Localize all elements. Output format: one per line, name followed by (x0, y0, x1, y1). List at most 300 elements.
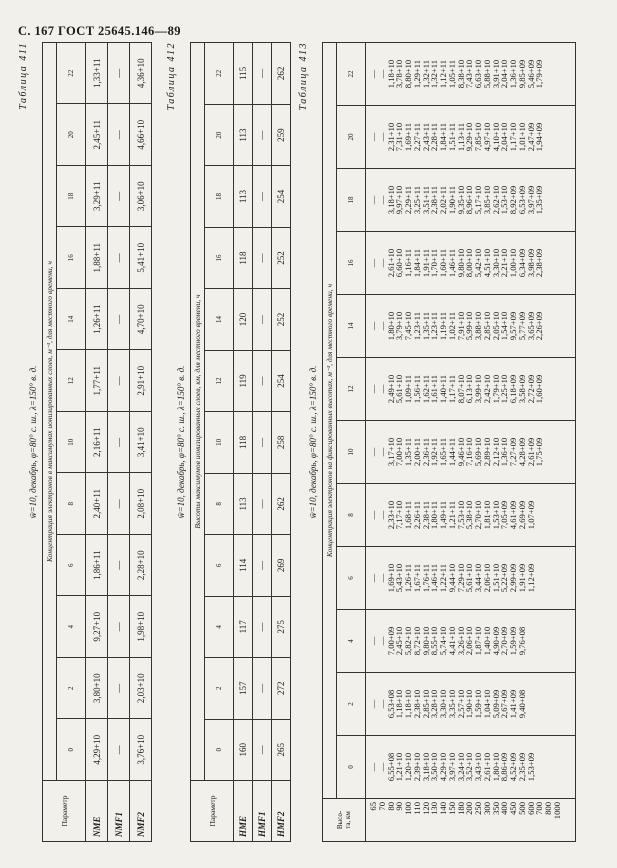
data-cell: 1,92+11 (429, 437, 440, 467)
data-cell: 3,78+10 (394, 59, 405, 89)
data-cell: — (368, 321, 378, 331)
table-subtitle: w̄=10, декабрь, φ=80° с. ш., λ=150° в. д. (308, 365, 318, 519)
data-cell: 3,17+10 (385, 437, 396, 467)
data-cell: 4,10+10 (490, 122, 501, 152)
data-cell: 1,40+10 (481, 626, 492, 656)
data-cell: 272 (272, 658, 291, 719)
data-cell: 1,77+11 (86, 350, 108, 412)
data-cell: 4,97+10 (481, 122, 492, 152)
table-body-row (366, 43, 576, 842)
data-cell: 9,80+10 (455, 248, 466, 278)
data-cell: 3,41+10 (130, 412, 152, 474)
table-413-block (298, 42, 593, 842)
data-cell: 1,86+11 (86, 535, 108, 597)
height-value: 800 (543, 802, 553, 815)
data-cell: 6,60+10 (394, 248, 405, 278)
height-value: 180 (455, 802, 466, 815)
data-cell: — (376, 132, 387, 142)
data-cell: 2,43+11 (420, 122, 431, 152)
data-cell: 1,87+10 (473, 626, 483, 656)
height-value: 120 (420, 802, 431, 815)
data-cell: — (253, 227, 272, 288)
data-cell: — (108, 719, 130, 781)
data-cell: 3,85+10 (481, 185, 492, 215)
height-header: Высо- та, км (323, 799, 366, 842)
data-cell: 4,70+10 (130, 289, 152, 351)
data-cell: 5,22+09 (499, 563, 510, 593)
data-cell: 2,38+10 (411, 689, 422, 719)
data-cell: 262 (272, 473, 291, 534)
data-cell: 1,25+10 (499, 374, 510, 404)
hour-header: 18 (57, 166, 86, 228)
table-412-block (166, 42, 296, 842)
hour-header: 0 (337, 736, 366, 799)
data-cell: 3,97+09 (525, 185, 536, 215)
data-cell: 4,61+09 (508, 500, 518, 530)
data-cell: 1,00+10 (508, 248, 518, 278)
data-cell: 3,88+10 (473, 311, 483, 341)
data-cell: 2,85+10 (481, 311, 492, 341)
hour-header: 8 (205, 473, 234, 534)
data-cell: 2,99+09 (508, 563, 518, 593)
data-cell: 3,24+10 (455, 752, 466, 782)
table-row (253, 43, 272, 842)
data-cell: 1,36+10 (499, 437, 510, 467)
data-cell: 2,08+10 (130, 473, 152, 535)
data-cell: 9,40+08 (516, 689, 527, 719)
data-cell: 6,63+10 (473, 59, 483, 89)
table-label: Таблица 411 (18, 42, 29, 110)
data-cell: 1,53+10 (499, 185, 510, 215)
hour-header-row (205, 43, 234, 842)
hour-header: 16 (57, 227, 86, 289)
data-cell: 3,18+10 (420, 752, 431, 782)
data-cell: 1,18+10 (385, 59, 396, 89)
data-cell: 1,98+10 (130, 596, 152, 658)
data-cell: 4,51+10 (481, 248, 492, 278)
data-cell: 2,38+11 (420, 500, 431, 530)
data-cell: 2,33+10 (385, 500, 396, 530)
data-cell: 4,29+10 (86, 719, 108, 781)
data-cell: 262 (272, 43, 291, 105)
data-cell: 265 (272, 719, 291, 780)
data-cell: 2,06+10 (481, 563, 492, 593)
height-value: 150 (446, 802, 457, 815)
data-cell: 3,51+11 (420, 185, 431, 215)
data-cell: 254 (272, 350, 291, 411)
data-cell: 1,20+10 (403, 752, 413, 782)
hour-header: 20 (337, 106, 366, 169)
data-cell: 118 (234, 227, 253, 288)
data-cell: 3,99+10 (473, 374, 483, 404)
data-cell: 2,27+11 (411, 122, 422, 152)
data-cell: 7,17+10 (394, 500, 405, 530)
data-cell: 2,85+10 (420, 689, 431, 719)
data-cell: 2,35+09 (516, 752, 527, 782)
hour-header: 20 (57, 104, 86, 166)
data-cell: 3,43+10 (473, 752, 483, 782)
data-cell: 252 (272, 227, 291, 288)
data-cell: 1,59+09 (508, 626, 518, 656)
table-row (108, 43, 130, 842)
hour-header: 14 (337, 295, 366, 358)
data-cell: 1,59+10 (473, 689, 483, 719)
data-cell: 9,85+09 (516, 59, 527, 89)
data-cell: 3,97+10 (446, 752, 457, 782)
data-cell: 9,76+08 (516, 626, 527, 656)
data-cell: 120 (234, 289, 253, 350)
data-cell: 1,88+11 (86, 227, 108, 289)
value-column (366, 484, 576, 547)
data-cell: — (368, 258, 378, 268)
data-cell: — (108, 289, 130, 351)
data-cell: 1,62+11 (420, 374, 431, 404)
data-cell: 7,27+09 (508, 437, 518, 467)
data-cell: 1,13+11 (455, 122, 466, 152)
param-name: NMF1 (108, 781, 130, 842)
data-cell: 1,53+10 (490, 500, 501, 530)
data-cell: 1,21+10 (394, 752, 405, 782)
data-cell: 2,16+11 (86, 412, 108, 474)
data-cell: — (376, 447, 387, 457)
hour-header: 14 (57, 289, 86, 351)
data-cell: 1,76+11 (420, 563, 431, 593)
table-label: Таблица 412 (166, 42, 177, 111)
data-cell: — (368, 762, 378, 772)
data-cell: 1,09+11 (403, 374, 413, 404)
value-column (366, 295, 576, 358)
data-cell: 3,98+09 (525, 248, 536, 278)
caption-row (323, 43, 337, 842)
data-cell: 1,12+11 (438, 59, 448, 89)
data-cell: 2,72+09 (525, 374, 536, 404)
data-cell: 2,69+09 (516, 500, 527, 530)
data-cell: 1,36+10 (508, 59, 518, 89)
data-cell: 1,53+09 (525, 752, 536, 782)
hour-header: 6 (205, 535, 234, 596)
height-column (366, 799, 576, 842)
data-cell: 157 (234, 658, 253, 719)
value-column (366, 169, 576, 232)
data-cell: — (376, 384, 387, 394)
table-caption: Высоты максимумов ионизированных слоев, км, для местного времени, ч (191, 43, 205, 781)
data-cell: 1,35+09 (534, 185, 545, 215)
data-cell: 2,00+11 (411, 437, 422, 467)
hour-header: 16 (337, 232, 366, 295)
data-cell: 2,05+10 (490, 311, 501, 341)
data-cell: — (253, 658, 272, 719)
data-cell: 4,66+10 (130, 104, 152, 166)
data-cell: 2,26+09 (534, 311, 545, 341)
param-name: HME (234, 781, 253, 842)
data-cell: — (253, 596, 272, 657)
data-cell: 2,28+11 (429, 122, 440, 152)
data-cell: 2,29+11 (403, 185, 413, 215)
data-cell: 3,35+10 (446, 689, 457, 719)
hour-header: 4 (337, 610, 366, 673)
data-cell: 1,02+11 (446, 311, 457, 341)
height-value: 80 (385, 802, 396, 811)
data-cell: 5,74+10 (438, 626, 448, 656)
data-cell: 1,84+11 (438, 122, 448, 152)
data-cell: 6,55+08 (385, 752, 396, 782)
data-cell: 2,36+11 (420, 437, 431, 467)
data-cell: 113 (234, 104, 253, 165)
data-cell: 113 (234, 166, 253, 227)
data-cell: 3,79+10 (394, 311, 405, 341)
hour-header: 8 (337, 484, 366, 547)
data-cell: 5,42+10 (473, 248, 483, 278)
data-cell: — (108, 473, 130, 535)
data-cell: 1,60+09 (534, 374, 545, 404)
data-cell: 1,05+11 (446, 59, 457, 89)
data-cell: 1,21+11 (446, 500, 457, 530)
data-cell: 5,43+10 (394, 563, 405, 593)
hour-header: 0 (205, 719, 234, 780)
data-cell: 5,38+10 (464, 500, 475, 530)
data-cell: 7,85+10 (473, 122, 483, 152)
data-cell: 8,38+10 (455, 59, 466, 89)
data-cell: 7,91+10 (455, 311, 466, 341)
caption-row (43, 43, 57, 842)
data-cell: 3,30+10 (490, 248, 501, 278)
table-subtitle: w̄=10, декабрь, φ=80° с. ш., λ=150° в. д. (176, 365, 186, 519)
data-cell: 115 (234, 43, 253, 105)
hour-header: 22 (337, 43, 366, 106)
data-cell: — (376, 636, 387, 646)
data-cell: 1,90+10 (464, 689, 475, 719)
data-cell: 1,67+11 (411, 563, 422, 593)
data-cell: — (368, 384, 378, 394)
data-cell: 2,45+11 (86, 104, 108, 166)
data-cell: 8,00+10 (464, 248, 475, 278)
data-cell: — (368, 195, 378, 205)
height-value: 500 (516, 802, 527, 815)
data-cell: 7,29+10 (455, 563, 466, 593)
data-cell: 1,32+11 (420, 59, 431, 89)
data-cell: 1,61+11 (429, 374, 440, 404)
data-cell: 6,34+09 (516, 248, 527, 278)
data-cell: 3,26+10 (455, 626, 466, 656)
table-row (272, 43, 291, 842)
data-cell: 252 (272, 289, 291, 350)
data-cell: 2,04+10 (499, 59, 510, 89)
data-cell: — (108, 535, 130, 597)
data-cell: 5,77+09 (516, 311, 527, 341)
data-cell: 3,30+10 (438, 689, 448, 719)
data-cell: — (368, 573, 378, 583)
data-cell: 1,41+09 (508, 689, 518, 719)
data-cell: 2,02+11 (438, 185, 448, 215)
data-cell: — (376, 699, 387, 709)
data-cell: 1,51+10 (490, 563, 501, 593)
data-cell: 2,57+10 (455, 689, 466, 719)
data-cell: — (376, 69, 387, 79)
height-value: 65 (368, 802, 378, 811)
data-cell: 1,79+09 (534, 59, 545, 89)
data-cell: 1,49+11 (438, 500, 448, 530)
table-413 (322, 42, 576, 842)
height-value: 250 (473, 802, 483, 815)
data-cell: 2,12+10 (490, 437, 501, 467)
data-cell: 3,28+10 (429, 689, 440, 719)
height-value: 200 (464, 802, 475, 815)
data-cell: — (376, 195, 387, 205)
data-cell: 2,47+09 (525, 122, 536, 152)
data-cell: 4,29+10 (438, 752, 448, 782)
data-cell: 1,07+09 (525, 500, 536, 530)
data-cell: 1,32+11 (429, 59, 440, 89)
data-cell: 5,61+10 (464, 563, 475, 593)
data-cell: 3,91+10 (490, 59, 501, 89)
hour-header: 18 (205, 166, 234, 227)
table-row (130, 43, 152, 842)
data-cell: — (376, 510, 387, 520)
data-cell: 7,00+09 (385, 626, 396, 656)
table-411-block (18, 42, 168, 842)
hour-header-row (57, 43, 86, 842)
data-cell: 1,23+11 (411, 311, 422, 341)
data-cell: 5,41+10 (130, 227, 152, 289)
data-cell: 1,94+09 (534, 122, 545, 152)
hour-header: 4 (205, 596, 234, 657)
data-cell: — (368, 69, 378, 79)
data-cell: 7,45+10 (403, 311, 413, 341)
page-header: С. 167 ГОСТ 25645.146—89 (18, 24, 181, 38)
data-cell: — (108, 658, 130, 720)
hour-header: 10 (337, 421, 366, 484)
data-cell: 6,53+09 (516, 185, 527, 215)
data-cell: 6,13+10 (464, 374, 475, 404)
hour-header: 12 (57, 350, 86, 412)
data-cell: 1,75+09 (534, 437, 545, 467)
data-cell: 4,36+10 (130, 43, 152, 105)
data-cell: 275 (272, 596, 291, 657)
data-cell: 9,80+10 (420, 626, 431, 656)
data-cell: 2,70+09 (499, 626, 510, 656)
table-412 (190, 42, 291, 842)
data-cell: — (368, 636, 378, 646)
data-cell: 2,06+10 (464, 626, 475, 656)
data-cell: 1,22+11 (438, 563, 448, 593)
value-column (366, 547, 576, 610)
data-cell: 1,26+11 (86, 289, 108, 351)
table-row (234, 43, 253, 842)
data-cell: 259 (272, 104, 291, 165)
data-cell: 5,88+10 (481, 59, 492, 89)
data-cell: 2,42+10 (481, 374, 492, 404)
param-header: Параметр (43, 781, 86, 842)
data-cell: — (108, 104, 130, 166)
data-cell: 6,18+09 (508, 374, 518, 404)
data-cell: 9,35+10 (455, 185, 466, 215)
data-cell: — (368, 447, 378, 457)
hour-header: 22 (57, 43, 86, 105)
data-cell: — (253, 104, 272, 165)
hour-header: 2 (337, 673, 366, 736)
data-cell: 1,65+11 (438, 437, 448, 467)
data-cell: — (253, 719, 272, 780)
data-cell: 7,05+09 (499, 500, 510, 530)
data-cell: 9,44+10 (446, 563, 457, 593)
data-cell: 1,18+10 (394, 689, 405, 719)
height-value: 450 (508, 802, 518, 815)
data-cell: 1,26+11 (403, 563, 413, 593)
table-subtitle: w̄=10, декабрь, φ=80° с. ш., λ=150° в. д. (28, 365, 38, 519)
data-cell: 118 (234, 412, 253, 473)
height-value: 350 (490, 802, 501, 815)
data-cell: 1,18+10 (403, 689, 413, 719)
caption-row (191, 43, 205, 842)
data-cell: — (108, 596, 130, 658)
table-caption: Концентрация электронов в максимумах ионизированных слоев, м⁻³, для местного времени, ч (43, 43, 57, 781)
data-cell: 2,89+10 (481, 437, 492, 467)
data-cell: — (108, 350, 130, 412)
data-cell: 1,69+11 (403, 122, 413, 152)
data-cell: 8,80+10 (403, 59, 413, 89)
data-cell: 3,18+10 (385, 185, 396, 215)
value-column (366, 610, 576, 673)
data-cell: 3,50+10 (429, 752, 440, 782)
data-cell: 3,44+10 (473, 563, 483, 593)
data-cell: 1,19+11 (438, 311, 448, 341)
data-cell: 1,80+10 (490, 752, 501, 782)
data-cell: 1,35+11 (420, 311, 431, 341)
data-cell: 2,49+10 (385, 374, 396, 404)
hour-header: 4 (57, 596, 86, 658)
data-cell: — (108, 227, 130, 289)
data-cell: 1,29+11 (411, 59, 422, 89)
data-cell: 1,46+11 (446, 248, 457, 278)
data-cell: 3,65+09 (525, 311, 536, 341)
data-cell: 2,61+10 (481, 752, 492, 782)
data-cell: 1,46+11 (429, 563, 440, 593)
data-cell: — (368, 699, 378, 709)
data-cell: 5,09+09 (490, 689, 501, 719)
data-cell: 8,96+10 (464, 185, 475, 215)
data-cell: 1,12+09 (525, 563, 536, 593)
data-cell: 119 (234, 350, 253, 411)
param-name: HMF2 (272, 781, 291, 842)
data-cell: — (376, 321, 387, 331)
data-cell: 1,56+11 (411, 374, 422, 404)
data-cell: 7,43+10 (464, 59, 475, 89)
data-cell: 1,01+10 (516, 122, 527, 152)
data-cell: — (108, 166, 130, 228)
data-cell: 160 (234, 719, 253, 780)
data-cell: 2,38+11 (429, 185, 440, 215)
data-cell: 7,00+10 (394, 437, 405, 467)
data-cell: 113 (234, 473, 253, 534)
data-cell: 3,06+10 (130, 166, 152, 228)
data-cell: 2,03+10 (130, 658, 152, 720)
data-cell: 1,69+10 (385, 563, 396, 593)
data-cell: 1,80+11 (429, 500, 440, 530)
data-cell: 269 (272, 535, 291, 596)
data-cell: 5,61+10 (394, 374, 405, 404)
hour-header: 16 (205, 227, 234, 288)
height-value: 110 (411, 802, 422, 815)
data-cell: 1,90+11 (446, 185, 457, 215)
data-cell: 2,28+10 (130, 535, 152, 597)
data-cell: 2,91+10 (130, 350, 152, 412)
data-cell: 258 (272, 412, 291, 473)
data-cell: — (253, 166, 272, 227)
data-cell: 4,90+09 (490, 626, 501, 656)
height-value: 100 (403, 802, 413, 815)
hour-header: 6 (337, 547, 366, 610)
hour-header: 2 (57, 658, 86, 720)
